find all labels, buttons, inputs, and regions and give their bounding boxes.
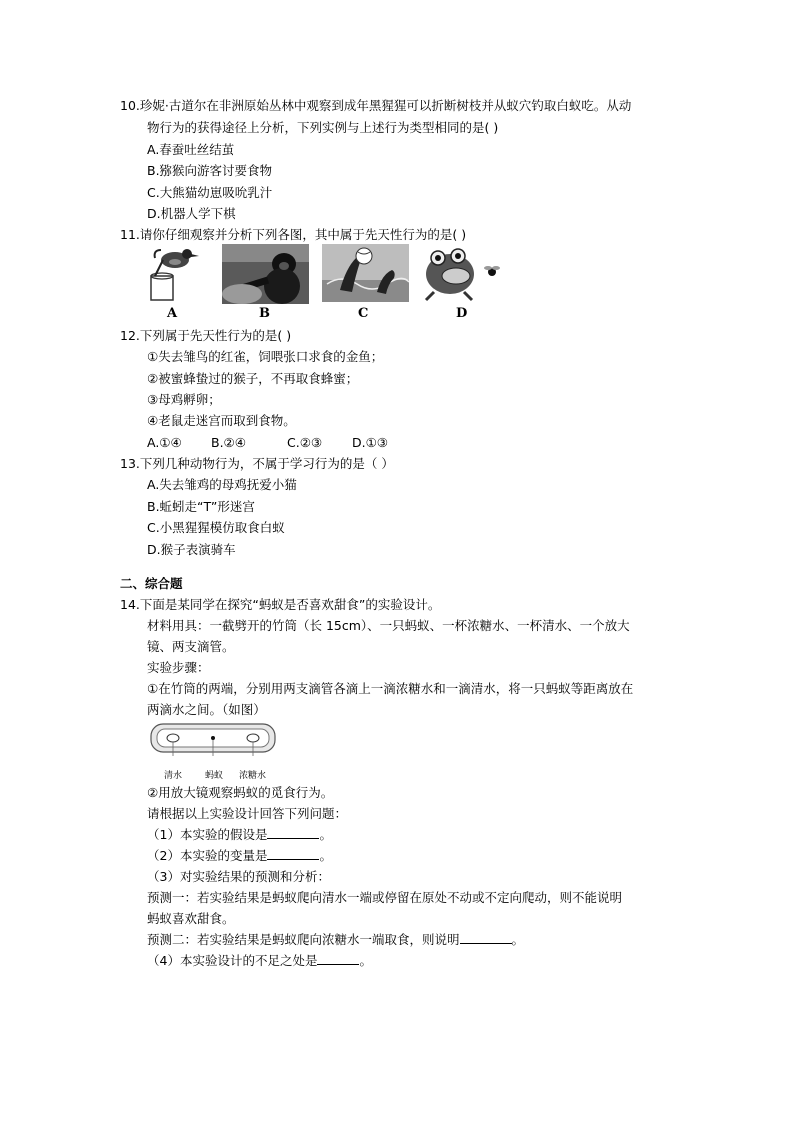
q14-sub4: [147, 952, 372, 970]
figure-c-label: C: [358, 306, 369, 321]
q12-item-3: ③母鸡孵卵；: [147, 392, 221, 407]
q14-prediction1-line1: 预测一：若实验结果是蚂蚁爬向清水一端或停留在原处不动或不定向爬动，则不能说明: [147, 890, 623, 905]
q12-option-d: D.①③: [352, 435, 389, 450]
q14-sub4-text: （4）本实验设计的不足之处是: [147, 953, 318, 968]
q14-materials-line2: 镜、两支滴管。: [147, 639, 235, 654]
q14-materials-line1: 材料用具：一截劈开的竹筒（长 15cm）、一只蚂蚁、一杯浓糖水、一杯清水、一个放大: [147, 618, 630, 633]
q13-option-c: C.小黑猩猩模仿取食白蚁: [147, 520, 285, 535]
section-2-title: 二、综合题: [120, 576, 183, 591]
q14-prediction2-answer-blank[interactable]: [460, 931, 512, 944]
q14-sub2-period: 。: [319, 848, 332, 863]
q10-option-c: C.大熊猫幼崽吸吮乳汁: [147, 185, 273, 200]
q10-option-b: B.猕猴向游客讨要食物: [147, 163, 273, 178]
figure-a-bird-image: [145, 246, 203, 302]
tube-label-sugar-water: 浓糖水: [239, 771, 267, 781]
q14-sub3: （3）对实验结果的预测和分析：: [147, 869, 330, 884]
figure-d-label: D: [456, 306, 468, 321]
q10-stem-line2: 物行为的获得途径上分析，下列实例与上述行为类型相同的是( ): [147, 120, 499, 135]
q14-prediction1-line2: 蚂蚁喜欢甜食。: [147, 911, 235, 926]
q10-option-d: D.机器人学下棋: [147, 206, 236, 221]
q12-option-b: B.②④: [211, 435, 246, 450]
q14-sub2-answer-blank[interactable]: [267, 847, 319, 860]
q14-sub2: [147, 847, 332, 865]
q14-sub1: [147, 826, 332, 844]
bamboo-tube-figure: [149, 720, 279, 766]
q14-step1-line1: ①在竹筒的两端，分别用两支滴管各滴上一滴浓糖水和一滴清水，将一只蚂蚁等距离放在: [147, 681, 634, 696]
q14-sub1-text: （1）本实验的假设是: [147, 827, 268, 842]
q12-option-c: C.②③: [287, 435, 323, 450]
q14-prompt: 请根据以上实验设计回答下列问题：: [147, 806, 348, 821]
q10-stem-line1: 10.珍妮·古道尔在非洲原始丛林中观察到成年黑猩猩可以折断树枝并从蚁穴钓取白蚁吃。从动: [120, 98, 632, 113]
q14-sub1-period: 。: [319, 827, 332, 842]
figure-b-label: B: [259, 306, 270, 321]
q14-prediction2-text: 预测二：若实验结果是蚂蚁爬向浓糖水一端取食，则说明: [147, 932, 460, 947]
q14-sub4-answer-blank[interactable]: [317, 952, 359, 965]
q10-option-a: A.春蚕吐丝结茧: [147, 142, 235, 157]
q12-item-2: ②被蜜蜂蛰过的猴子，不再取食蜂蜜；: [147, 371, 359, 386]
figure-b-chimp-image: [222, 244, 309, 304]
figure-c-seal-ball-image: [322, 244, 409, 302]
q14-prediction2: [147, 931, 524, 949]
q12-option-a: A.①④: [147, 435, 182, 450]
q12-item-4: ④老鼠走迷宫而取到食物。: [147, 413, 296, 428]
q13-option-a: A.失去雏鸡的母鸡抚爱小猫: [147, 477, 297, 492]
q14-stem: 14.下面是某同学在探究“蚂蚁是否喜欢甜食”的实验设计。: [120, 597, 441, 612]
q13-option-d: D.猴子表演骑车: [147, 542, 236, 557]
tube-label-ant: 蚂蚁: [205, 771, 224, 781]
tube-label-clear-water: 清水: [164, 771, 183, 781]
q13-option-b: B.蚯蚓走“T”形迷宫: [147, 499, 255, 514]
q14-sub4-period: 。: [359, 953, 372, 968]
q14-steps-title: 实验步骤：: [147, 660, 210, 675]
q14-sub1-answer-blank[interactable]: [267, 826, 319, 839]
q14-sub2-text: （2）本实验的变量是: [147, 848, 268, 863]
q13-stem: 13.下列几种动物行为，不属于学习行为的是（ ）: [120, 456, 394, 471]
q14-step1-line2: 两滴水之间。（如图）: [147, 702, 266, 717]
figure-d-frog-fly-image: [424, 244, 504, 302]
q12-stem: 12.下列属于先天性行为的是( ): [120, 328, 292, 343]
q14-step2: ②用放大镜观察蚂蚁的觅食行为。: [147, 785, 334, 800]
q11-stem: 11.请你仔细观察并分析下列各图，其中属于先天性行为的是( ): [120, 227, 467, 242]
q12-item-1: ①失去雏鸟的红雀，饲喂张口求食的金鱼；: [147, 349, 384, 364]
q14-prediction2-period: 。: [511, 932, 525, 947]
figure-a-label: A: [167, 306, 178, 321]
